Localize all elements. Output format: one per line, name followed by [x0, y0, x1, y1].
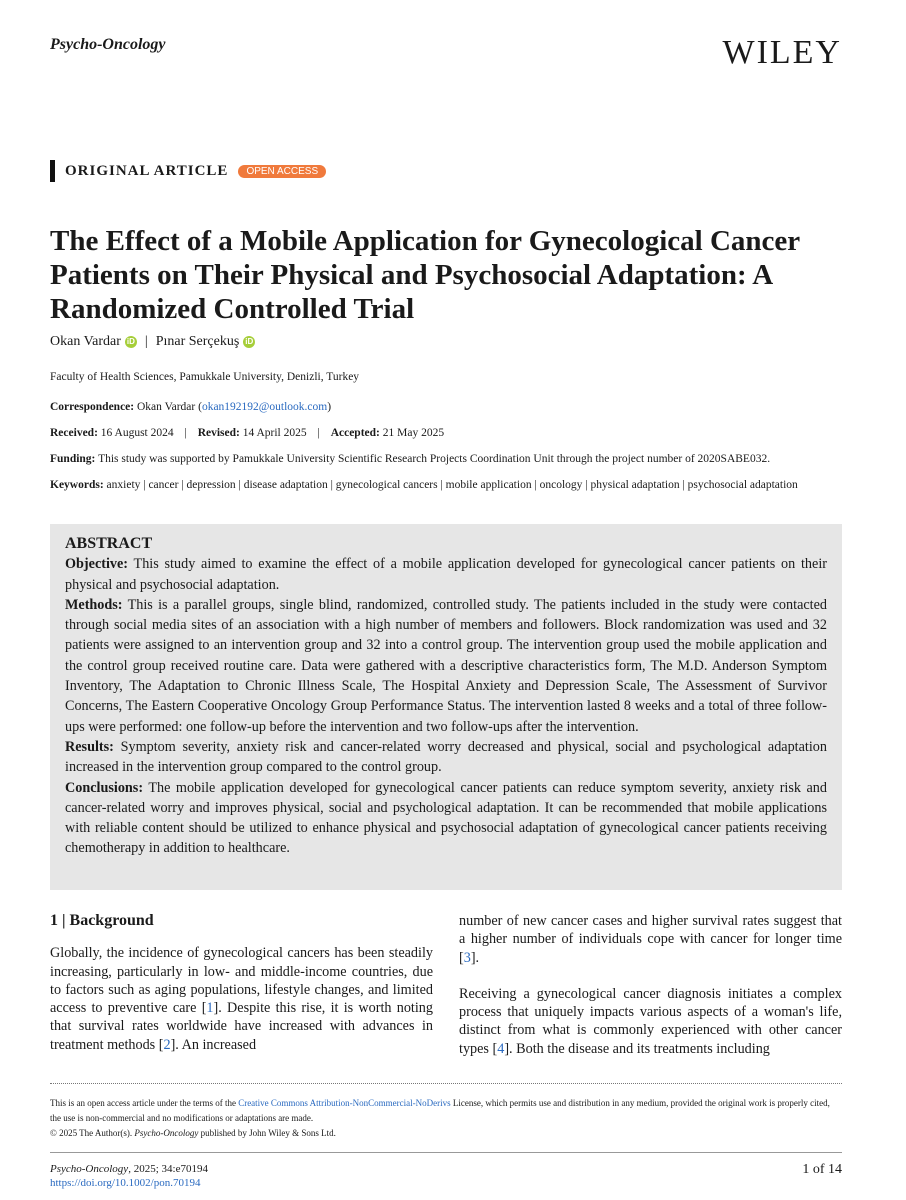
article-type: ORIGINAL ARTICLE [65, 162, 229, 179]
keywords [50, 478, 842, 493]
author-name[interactable]: Pınar Serçekuş [155, 334, 240, 349]
objective-label: Objective: [65, 556, 129, 573]
license-notice [50, 1096, 842, 1141]
body-paragraph [459, 985, 842, 1058]
keywords-text: anxiety | cancer | depression | disease adaptation | gynecological cancers | mobile application | oncology | physical adaptation | psychosocial adaptation [106, 479, 798, 491]
revised-label: Revised: [197, 427, 240, 439]
orcid-icon[interactable]: iD [126, 337, 135, 346]
body-text: Globally, the incidence of gynecological cancers has been steadily increasing, particularly in low- and middle-income countries, due to factors such as aging populations, lifestyle changes, and limited access to preventive care [ [50, 945, 433, 1017]
body-text: ]. Despite this rise, it is worth noting that survival rates worldwide have increased with advances in treatment methods [ [50, 1000, 433, 1053]
results-label: Results: [65, 738, 114, 755]
keywords-label: Keywords: [50, 479, 104, 491]
citation-link[interactable]: 1 [206, 1000, 214, 1017]
results-text: Symptom severity, anxiety risk and cancer-related worry decreased and physical, social and psychological adaptation increased in the intervention group compared to the control group. [65, 738, 827, 776]
journal-name: Psycho-Oncology [50, 36, 166, 53]
left-column [50, 912, 433, 1072]
objective-text: This study aimed to examine the effect of a mobile application developed for gynecological cancer patients on their physical and psychosocial adaptation. [65, 556, 827, 593]
publisher-logo: WILEY [722, 34, 842, 71]
received-date: 16 August 2024 [100, 427, 174, 439]
body-text: ]. An increased [170, 1036, 257, 1053]
correspondence-name: Okan Vardar ( [137, 401, 202, 413]
footer-journal: Psycho-Oncology [50, 1163, 129, 1175]
received-label: Received: [50, 427, 98, 439]
methods-label: Methods: [65, 596, 123, 613]
right-column [459, 912, 842, 1076]
correspondence-label: Correspondence: [50, 401, 135, 413]
doi-link[interactable]: https://doi.org/10.1002/pon.70194 [50, 1177, 201, 1189]
copyright-journal: Psycho-Oncology [134, 1128, 199, 1138]
funding-text: This study was supported by Pamukkale University Scientific Research Projects Coordination Unit through the project number of 2020SABE032. [98, 453, 771, 465]
license-divider [50, 1083, 842, 1084]
open-access-badge: OPEN ACCESS [238, 165, 326, 178]
body-paragraph [459, 912, 842, 967]
funding-label: Funding: [50, 453, 96, 465]
affiliation: Faculty of Health Sciences, Pamukkale University, Denizli, Turkey [50, 371, 360, 383]
article-type-row [50, 160, 326, 182]
body-paragraph [50, 944, 433, 1054]
body-text: Receiving a gynecological cancer diagnosis initiates a complex process that uniquely impacts various aspects of a woman's life, distinct from what is commonly experienced with other cancer types [ [459, 985, 842, 1057]
author-name[interactable]: Okan Vardar [50, 334, 121, 349]
abstract-conclusions [65, 778, 827, 859]
citation-link[interactable]: 3 [463, 949, 471, 966]
article-title: The Effect of a Mobile Application for Gynecological Cancer Patients on Their Physical and Psychosocial Adaptation: A Randomized Controlled Trial [50, 225, 800, 325]
date-separator: | [317, 427, 320, 439]
copyright-text: © 2025 The Author(s). [50, 1128, 135, 1138]
article-dates [50, 427, 444, 439]
footer-citation-text: , 2025; 34:e70194 [128, 1163, 208, 1175]
abstract-heading: ABSTRACT [65, 535, 153, 552]
author-separator: | [144, 334, 148, 349]
citation-link[interactable]: 2 [163, 1036, 171, 1053]
license-link[interactable]: Creative Commons Attribution-NonCommercial-NoDerivs [238, 1098, 451, 1108]
body-text: ]. Both the disease and its treatments including [504, 1040, 770, 1057]
correspondence [50, 401, 331, 413]
footer-divider [50, 1152, 842, 1153]
footer-journal-line [50, 1162, 208, 1176]
abstract-box [50, 524, 842, 890]
citation-link[interactable]: 4 [497, 1040, 505, 1057]
license-text: License, which permits use and distribution in any medium, provided the original work is properly cited, the use is non-commercial and no modifications or adaptations are made. [50, 1098, 830, 1123]
abstract-objective [65, 554, 827, 595]
footer-citation [50, 1162, 208, 1190]
orcid-icon[interactable]: iD [245, 337, 254, 346]
date-separator: | [184, 427, 187, 439]
body-text: ]. [470, 949, 480, 966]
conclusions-label: Conclusions: [65, 779, 144, 796]
page-number: 1 of 14 [802, 1162, 842, 1177]
copyright-line [50, 1126, 842, 1141]
body-text: number of new cancer cases and higher survival rates suggest that a higher number of individuals cope with cancer for longer time [ [459, 913, 842, 966]
correspondence-close: ) [327, 401, 332, 413]
abstract-methods [65, 595, 827, 737]
revised-date: 14 April 2025 [242, 427, 307, 439]
author-list [50, 334, 255, 350]
conclusions-text: The mobile application developed for gynecological cancer patients can reduce symptom severity, anxiety risk and cancer-related worry and improves physical, social and psychological adaptation. It can be recommended that mobile applications with reliable content should be utilized to enhance physical and psychosocial adaptation of gynecological cancer patients receiving chemotherapy in addition to healthcare. [65, 779, 827, 857]
funding [50, 453, 842, 465]
accepted-label: Accepted: [330, 427, 380, 439]
methods-text: This is a parallel groups, single blind, randomized, controlled study. The patients included in the study were contacted through social media sites of an association with a high number of members and followers. Block randomization was used and 32 patients were assigned to an intervention group and 32 into a control group. The intervention group used the mobile application and the control group received routine care. Data were gathered with a descriptive characteristics form, The M.D. Anderson Symptom Inventory, The Adaptation to Chronic Illness Scale, The Hospital Anxiety and Depression Scale, The Assessment of Survivor Concerns, The Eastern Cooperative Oncology Group Performance Status. The intervention lasted 8 weeks and a total of three follow-ups were performed: one follow-up before the intervention and two follow-ups after the intervention. [65, 596, 827, 735]
license-text: This is an open access article under the terms of the [50, 1098, 239, 1108]
copyright-text: published by John Wiley & Sons Ltd. [198, 1128, 336, 1138]
accepted-date: 21 May 2025 [382, 427, 445, 439]
section-heading: 1 | Background [50, 912, 154, 929]
abstract-results [65, 737, 827, 778]
license-line [50, 1096, 842, 1126]
email-link[interactable]: okan192192@outlook.com [201, 401, 328, 413]
article-type-bar [50, 160, 55, 182]
